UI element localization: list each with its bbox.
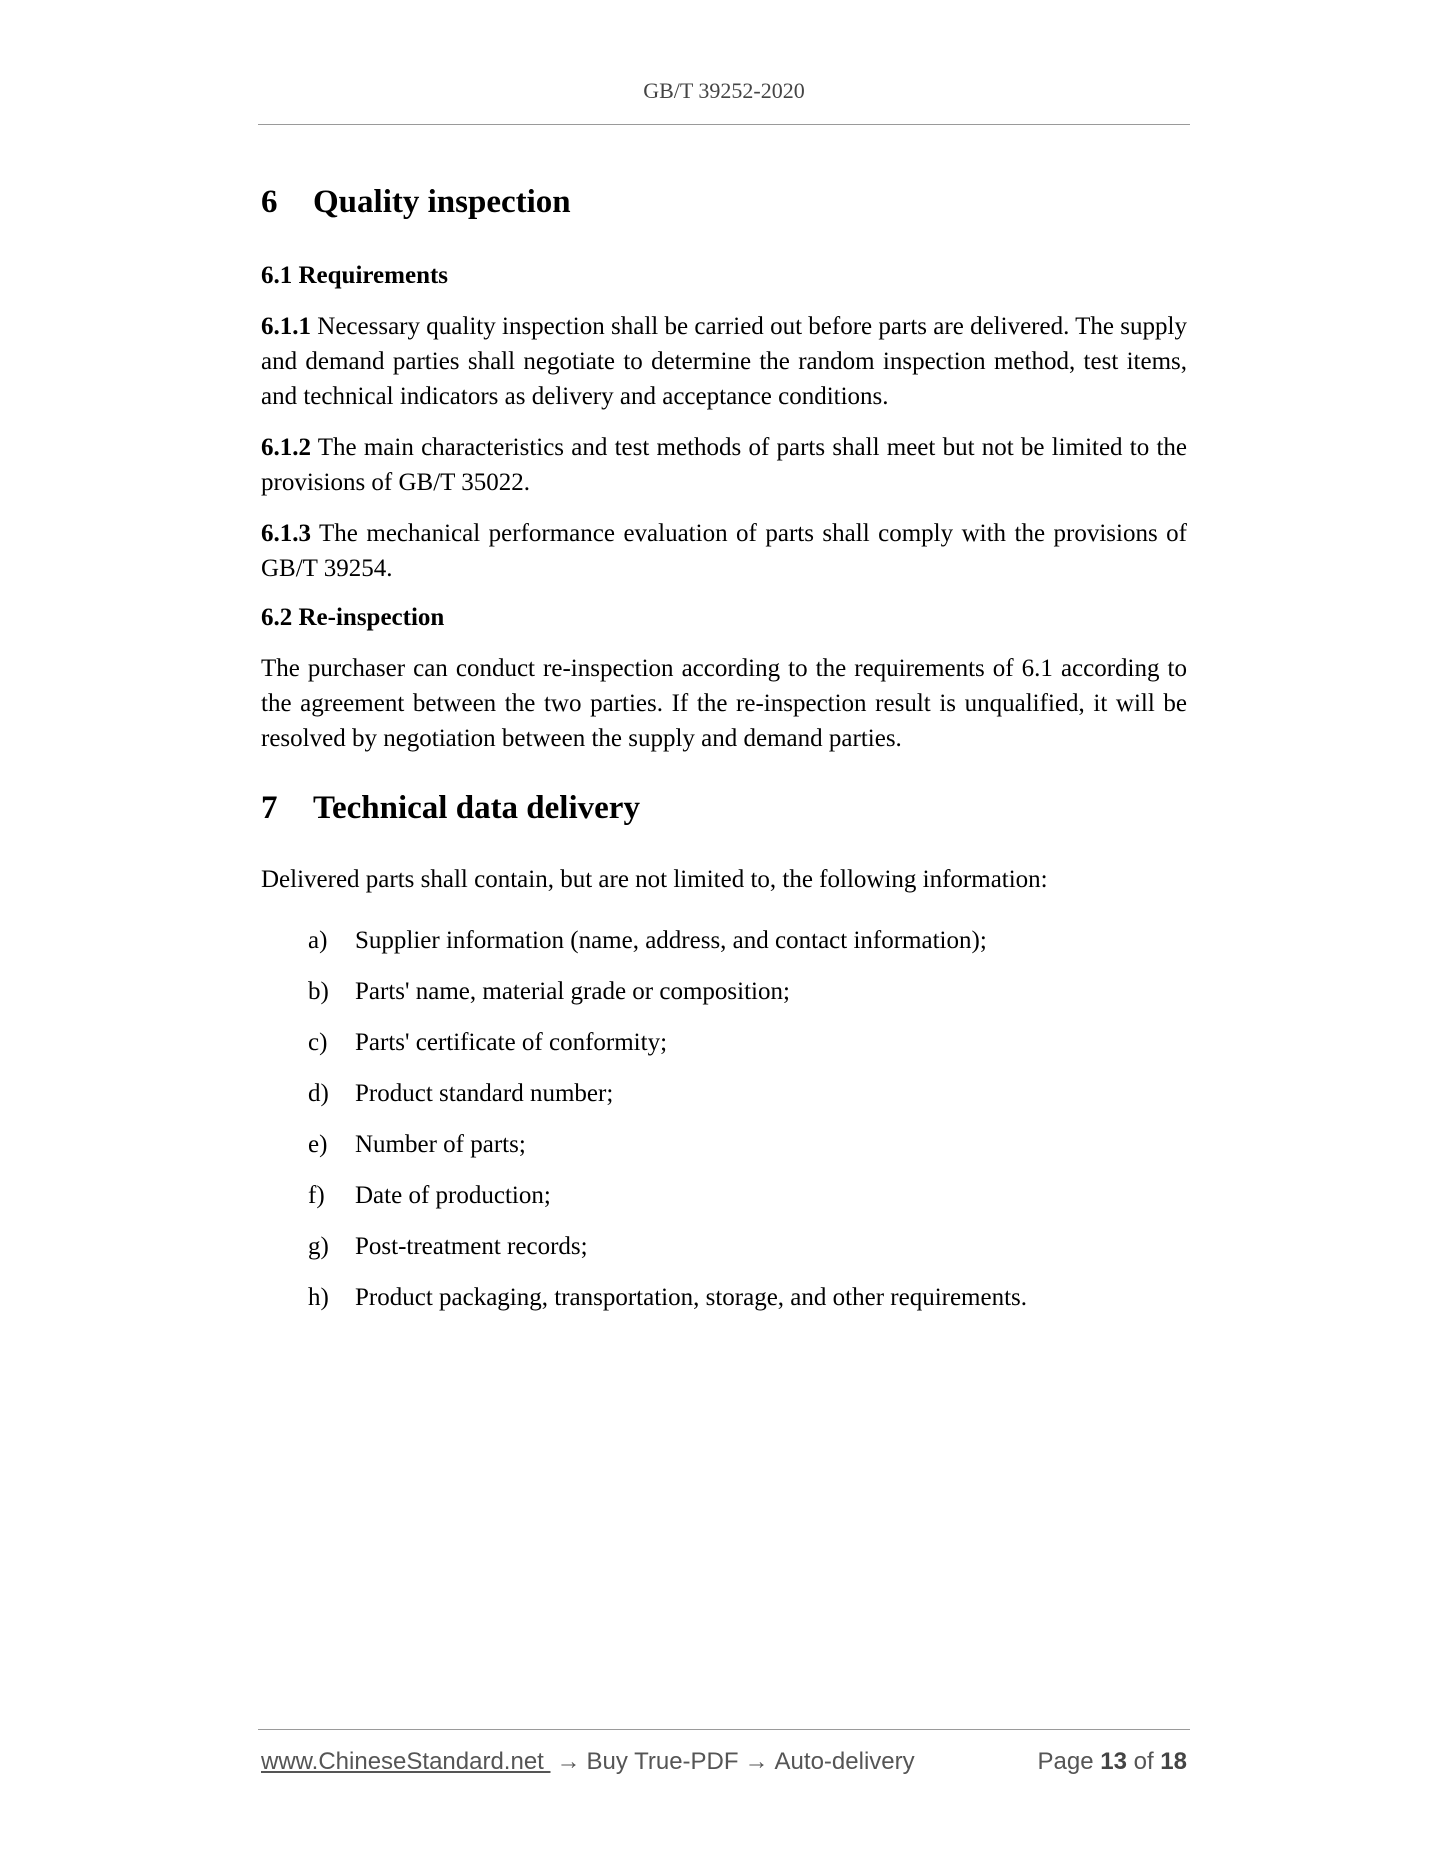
clause-6-1-1-number: 6.1.1 [261,313,311,340]
clause-6-1-1-text: Necessary quality inspection shall be carried out before parts are delivered. The supply and demand parties shall negotiate to determine the random inspection method, test items, and technical indicators as delivery and acceptance conditions. [261,313,1187,410]
list-item-text: Post-treatment records; [355,1233,588,1260]
page-word: Page [1037,1748,1094,1775]
section-6-heading [261,178,1187,226]
clause-6-1-2 [261,430,1187,500]
information-list [261,923,1187,1315]
page-indicator [1038,1748,1188,1776]
list-item-text: Parts' name, material grade or composition; [355,978,790,1005]
list-item-marker: e) [308,1131,328,1158]
auto-delivery-text: Auto-delivery [774,1748,915,1775]
list-item [261,1280,1187,1315]
clause-6-1-2-number: 6.1.2 [261,434,311,461]
list-item-text: Product packaging, transportation, storage, and other requirements. [355,1284,1028,1311]
list-item [261,1178,1187,1213]
current-page: 13 [1100,1748,1127,1775]
footer-left [261,1748,915,1776]
subsection-6-2-heading: 6.2 Re-inspection [261,604,445,631]
list-item-marker: b) [308,978,329,1005]
list-item-marker: h) [308,1284,329,1311]
list-item-text: Date of production; [355,1182,551,1209]
clause-6-1-3-text: The mechanical performance evaluation of parts shall comply with the provisions of GB/T 39254. [261,520,1187,582]
list-item-text: Product standard number; [355,1080,614,1107]
clause-6-1-3 [261,516,1187,586]
list-item [261,974,1187,1009]
list-item-marker: f) [308,1182,325,1209]
clause-6-1-2-text: The main characteristics and test methods of parts shall meet but not be limited to the provisions of GB/T 35022. [261,434,1187,496]
subsection-6-1-heading: 6.1 Requirements [261,262,449,289]
list-item [261,1025,1187,1060]
list-item-marker: a) [308,927,328,954]
total-pages: 18 [1160,1748,1187,1775]
of-word: of [1133,1748,1154,1775]
clause-6-1-1 [261,309,1187,414]
section-7-number: 7 [261,790,278,826]
buy-true-pdf-text: Buy True-PDF [586,1748,739,1775]
section-6-title: Quality inspection [313,184,571,220]
list-item-text: Number of parts; [355,1131,526,1158]
clause-6-1-3-number: 6.1.3 [261,520,311,547]
arrow-right-icon: → [556,1748,581,1775]
list-item-marker: c) [308,1029,328,1056]
section-6-number: 6 [261,184,278,220]
section-7-intro: Delivered parts shall contain, but are not limited to, the following information: [261,866,1048,893]
header-divider [258,124,1190,125]
list-item-marker: d) [308,1080,329,1107]
list-item-text: Supplier information (name, address, and contact information); [355,927,987,954]
section-7-heading [261,784,1187,832]
list-item-text: Parts' certificate of conformity; [355,1029,668,1056]
list-item [261,1127,1187,1162]
clause-6-2-text: The purchaser can conduct re-inspection according to the requirements of 6.1 according to the agreement between the two parties. If the re-inspection result is unqualified, it will be resolved by negotiation between the supply and demand parties. [261,655,1187,752]
list-item [261,1076,1187,1111]
page-content [261,178,1187,1315]
list-item-marker: g) [308,1233,329,1260]
section-7-title: Technical data delivery [313,790,640,826]
arrow-right-icon: → [744,1748,769,1775]
list-item [261,1229,1187,1264]
document-header-id: GB/T 39252-2020 [643,78,805,103]
chinesestandard-link[interactable]: www.ChineseStandard.net [261,1748,551,1775]
list-item [261,923,1187,958]
page-footer [261,1748,1187,1776]
footer-divider [258,1729,1190,1730]
